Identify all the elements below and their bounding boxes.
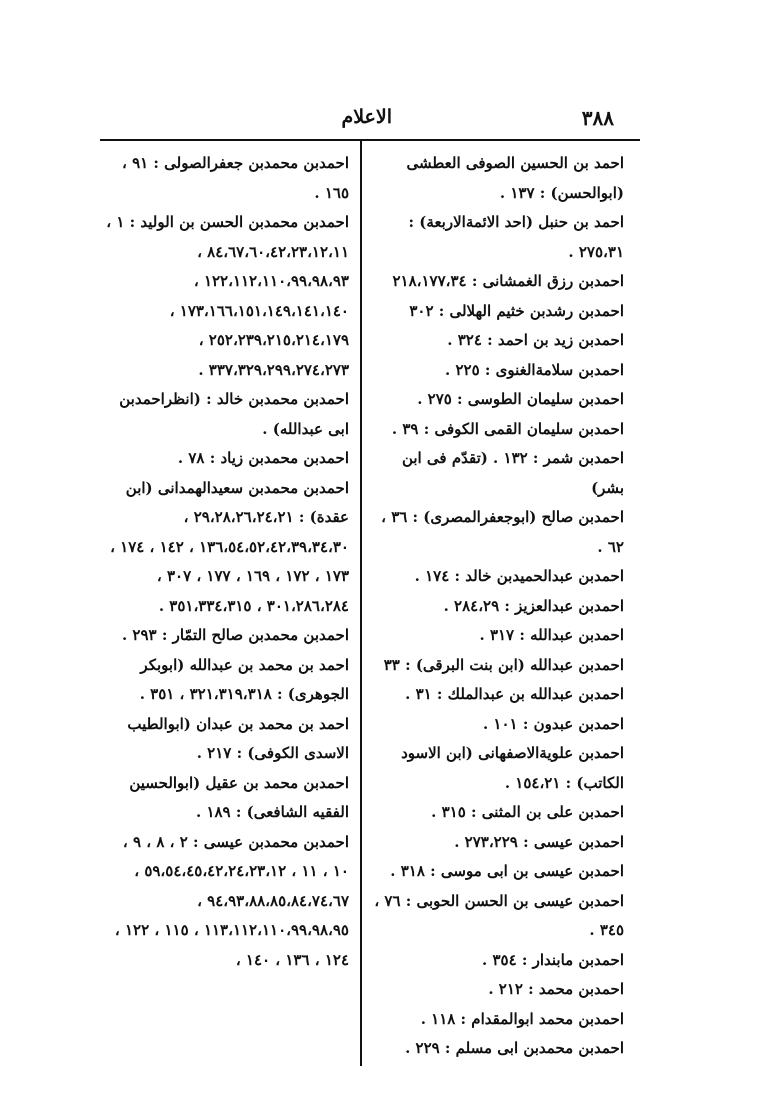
index-entry: احمدبن محمدبن زياد : ٧٨ .: [177, 449, 349, 467]
index-entry: احمدبن عيسى : ٢٧٣،٢٢٩ .: [454, 832, 624, 851]
index-entry: احمدبن رزق الغمشانى : ٢١٨،١٧٧،٣٤: [392, 272, 624, 290]
index-entry: احمدبن محمدبن عيسى : ٢ ، ٨ ، ٩ ، ١٠ ، ١١ ، ٥٩،٥٤،٤٥،٤٢،٢٤،٢٣،١٢ ، ٩٤،٩٣،٨٨،٨٥،٨٤،٧٤،٦٧ ، ١١٣،١١٢،١١٠،٩٩،٩٨،٩٥ ، ١١٥ ، ١٢٢ ، ١٢٤ ، ١٣٦ ، ١٤٠ ،: [114, 832, 349, 969]
index-entry: احمد بن الحسين الصوفى العطشى (ابوالحسن) : ١٣٧ .: [406, 154, 624, 202]
index-entry: احمدبن صالح (ابوجعفرالمصرى) : ٣٦ ، ٦٢ .: [381, 508, 624, 556]
index-entry: احمدبن زيد بن احمد : ٣٢٤ .: [447, 331, 624, 349]
index-column-right: [374, 149, 624, 1064]
index-entry: احمدبن عبدالحميدبن خالد : ١٧٤ .: [414, 567, 624, 585]
index-entry: احمدبن عبدالعزيز : ٢٨٤،٢٩ .: [443, 596, 624, 615]
index-entry: احمدبن شمر : ١٣٢ . (تقدّم فى ابن بشر): [401, 449, 624, 497]
index-entry: احمدبن سلامةالغنوى : ٢٢٥ .: [445, 360, 624, 379]
page-header: [100, 104, 640, 140]
index-entry: احمدبن محمدبن جعفرالصولى : ٩١ ، ١٦٥ .: [121, 154, 349, 202]
index-entry: احمدبن عيسى بن ابى موسى : ٣١٨ .: [390, 862, 624, 880]
running-title: الاعلام: [341, 106, 392, 128]
index-entry: احمدبن محمدبن خالد : (انظراحمدبن ابى عبدالله) .: [119, 390, 349, 438]
index-entry: احمدبن عبدالله : ٣١٧ .: [479, 626, 624, 644]
index-entry: احمدبن سليمان الطوسى : ٢٧٥ .: [417, 390, 624, 408]
index-entry: احمدبن محمدبن سعيدالهمدانى (ابن عقدة) : ٢٩،٢٨،٢٦،٢٤،٢١ ، ١٣٦،٥٤،٥٢،٤٢،٣٩،٣٤،٣٠ ، ١٤٢ ، ١٧٤ ، ١٧٣ ، ١٧٢ ، ١٦٩ ، ١٧٧ ، ٣٠٧ ، ٣٠١،٢٨٦،٢٨٤ ، ٣٥١،٣٣٤،٣١٥ .: [110, 478, 349, 615]
index-entry: احمدبن محمد ابوالمقدام : ١١٨ .: [420, 1009, 624, 1028]
index-entry: احمدبن عبدون : ١٠١ .: [482, 714, 624, 733]
index-entry: احمدبن علويةالاصفهانى (ابن الاسود الكاتب) : ١٥٤،٢١ .: [401, 744, 624, 792]
header-rule: [100, 139, 640, 141]
index-entry: احمد بن محمد بن عبدالله (ابوبكر الجوهرى) : ٣٢١،٣١٩،٣١٨ ، ٣٥١ .: [139, 655, 349, 703]
index-entry: احمدبن محمدبن الحسن بن الوليد : ١ ، ٨٤،٦٧،٦٠،٤٢،٢٣،١٢،١١ ، ١٢٢،١١٢،١١٠،٩٩،٩٨،٩٣ ، ١٧٣،١٦٦،١٥١،١٤٩،١٤١،١٤٠ ، ٢٥٢،٢٣٩،٢١٥،٢١٤،١٧٩ ، ٣٣٧،٣٢٩،٢٩٩،٢٧٤،٢٧٣ .: [106, 213, 349, 379]
index-entry: احمد بن حنبل (احد الائمةالاربعة) : ٢٧٥،٣١ .: [408, 213, 624, 261]
column-divider: [360, 141, 362, 1066]
page-number: ٣٨٨: [581, 106, 614, 130]
index-entry: احمدبن محمدبن ابى مسلم : ٢٢٩ .: [405, 1039, 624, 1057]
index-entry: احمدبن عيسى بن الحسن الحوبى : ٧٦ ، ٣٤٥ .: [374, 891, 624, 939]
index-entry: احمدبن رشدبن خثيم الهلالى : ٣٠٢: [409, 301, 624, 320]
index-entry: احمدبن سليمان القمى الكوفى : ٣٩ .: [391, 419, 624, 438]
index-column-left: [103, 149, 349, 975]
index-entry: احمدبن مابندار : ٣٥٤ .: [482, 950, 624, 969]
index-entry: احمدبن محمدبن صالح التمّار : ٢٩٣ .: [121, 626, 349, 644]
index-entry: احمدبن عبدالله (ابن بنت البرقى) : ٣٣: [383, 655, 624, 674]
index-entry: احمدبن محمد بن عقيل (ابوالحسين الفقيه الشافعى) : ١٨٩ .: [129, 773, 349, 821]
index-entry: احمد بن محمد بن عبدان (ابوالطيب الاسدى الكوفى) : ٢١٧ .: [127, 714, 349, 762]
index-entry: احمدبن محمد : ٢١٢ .: [488, 980, 624, 998]
index-entry: احمدبن عبدالله بن عبدالملك : ٣١ .: [405, 685, 624, 703]
index-entry: احمدبن على بن المثنى : ٣١٥ .: [431, 803, 624, 821]
